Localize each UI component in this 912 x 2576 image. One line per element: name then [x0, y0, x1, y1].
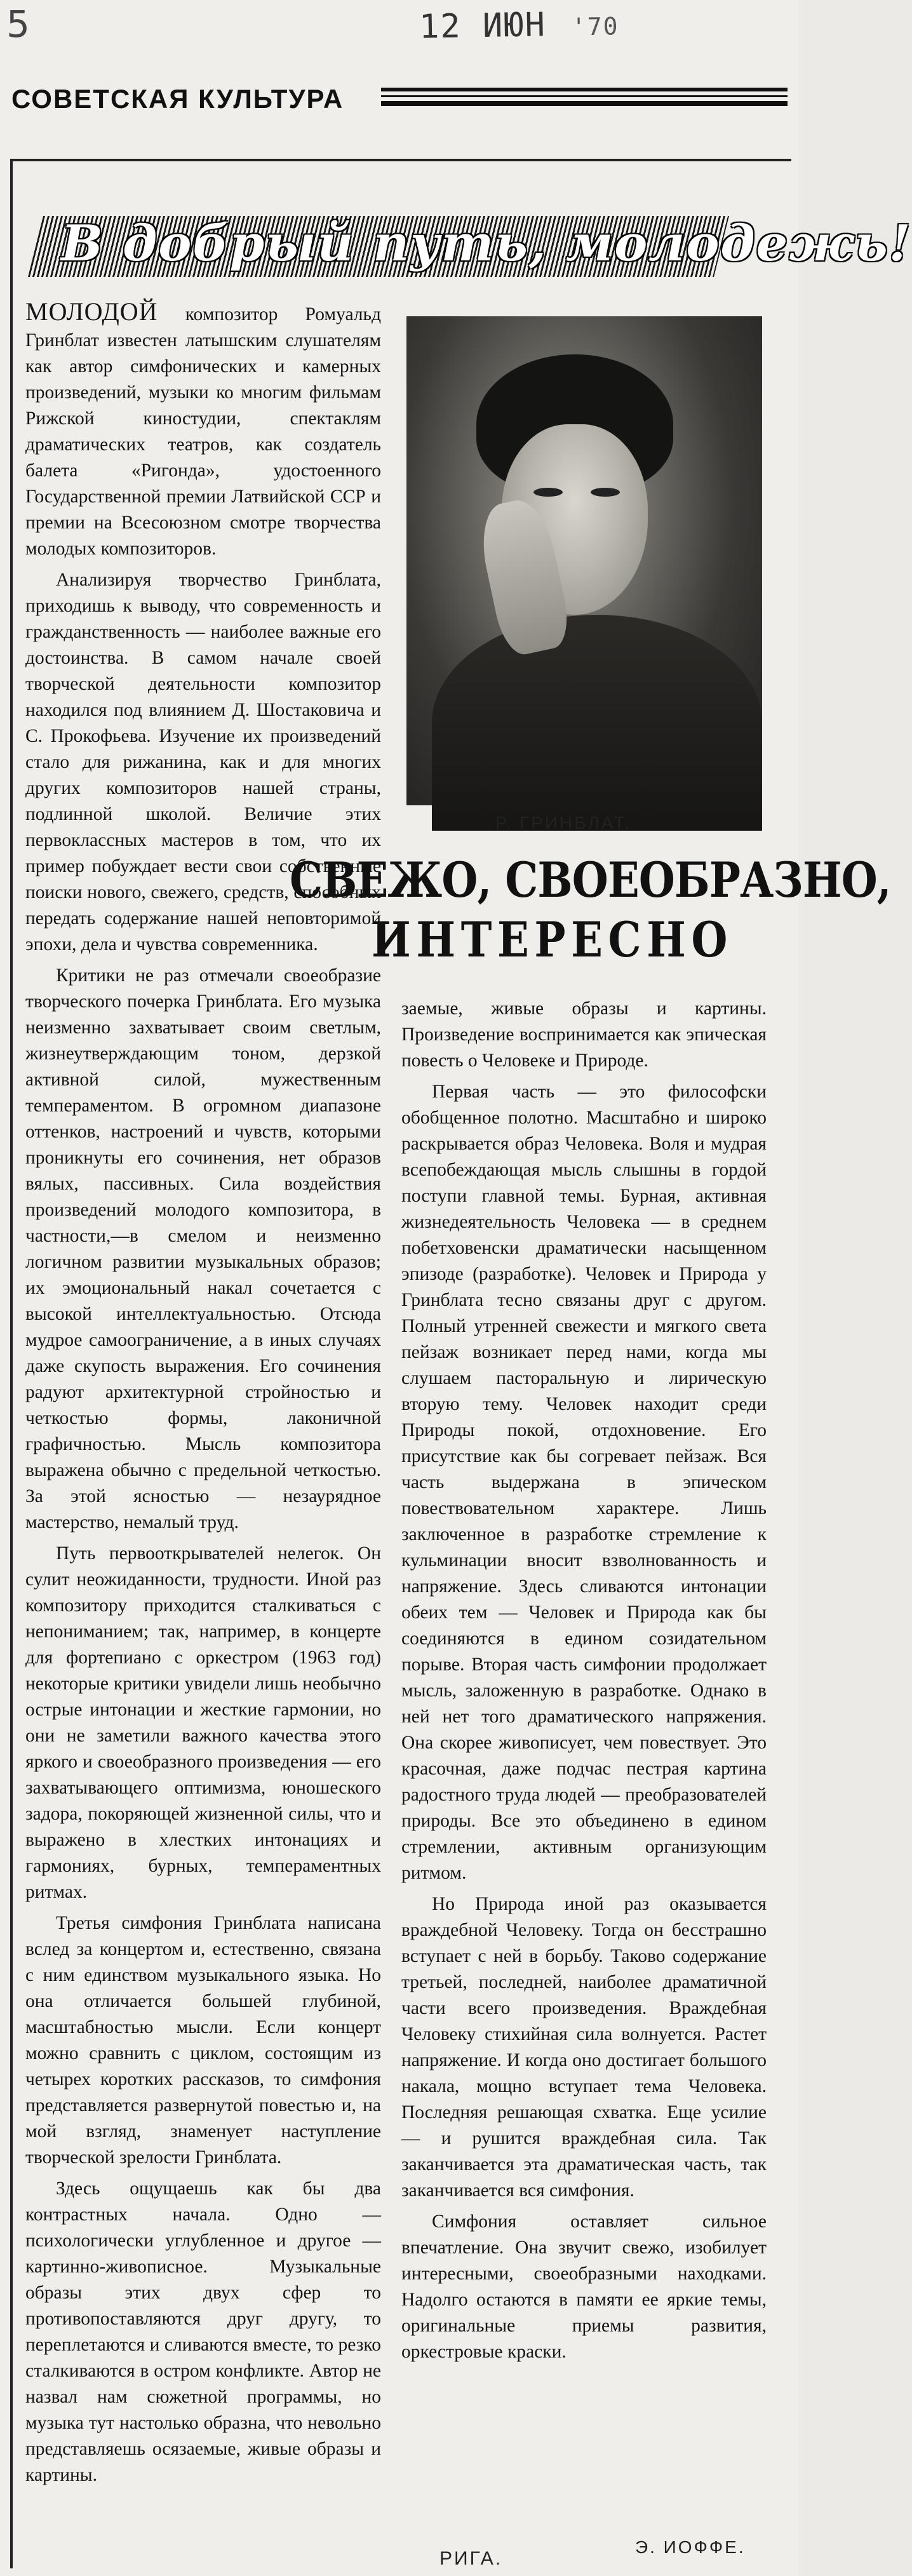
date-stamp-date: 12 ИЮН: [419, 6, 547, 46]
composer-photo: [406, 316, 762, 805]
paragraph: Критики не раз отмечали своеобразие творческого почерка Гринблата. Его музыка неизменно захватывает своим светлым, жизнеутверждающим тоном, дерзкой активной силой, мужественным темпераментом. В огромном диапазоне оттенков, настроений и чувств, которыми проникнуты его сочинения, нет образов вялых, пассивных. Сила воздействия произведений молодого композитора, в частности,—в смелом и неизменно логичном развитии музыкальных образов; их эмоциональный накал сочетается с высокой интеллектуальностью. Отсюда мудрое самоограничение, а в иных случаях даже скупость выражения. Его сочинения радуют архитектурной стройностью и четкостью формы, лаконичной графичностью. Мысль композитора выражена обычно с предельной четкостью. За этой ясностью — незаурядное мастерство, немалый труд.: [25, 965, 381, 1533]
date-stamp-year: '70: [571, 12, 619, 41]
newspaper-masthead: СОВЕТСКАЯ КУЛЬТУРА: [11, 84, 344, 114]
paragraph: Первая часть — это философски обобщенное полотно. Масштабно и широко раскрывается образ Человека. Воля и мудрая всепобеждающая мысль слышны в гордой поступи главной темы. Бурная, активная жизнедеятельность Человека — в среднем побетховенски драматически насыщенном эпизоде (разработке). Человек и Природа у Гринблата тесно связаны друг с другом. Полный утренней свежести и мягкого света пейзаж возникает перед нами, когда мы слушаем пасторальную и лирическую вторую тему. Человек находит среди Природы покой, отдохновение. Его присутствие как бы согревает пейзаж. Вся часть выдержана в эпическом повествовательном характере. Лишь заключенное в разработке стремление к кульминации вносит взволнованность и напряжение. Здесь сливаются интонации обеих тем — Человек и Природа как бы соединяются в едином созидательном порыве. Вторая часть симфонии продолжает мысль, заложенную в разработке. Однако в ней нет того драматического напряжения. Она скорее живописует, чем повествует. Это красочная, даже подчас пестрая картина радостного труда людей — преобразователей природы. Все это объединено в едином стремлении, активным организующим ритмом.: [401, 1082, 767, 1883]
masthead-rules: [381, 88, 788, 116]
headline-line-1: СВЕЖО, СВОЕОБРАЗНО,: [290, 852, 891, 908]
paragraph: Но Природа иной раз оказывается враждебной Человеку. Тогда он бесстрашно вступает с ней в борьбу. Таково содержание третьей, последней, наиболее драматичной части всего произведения. Враждебная Человеку стихийная сила волнуется. Растет напряжение. И когда оно достигает большого накала, мощно вступает тема Человека. Последняя решающая схватка. Еще усилие — и рушится враждебная сила. Так заканчивается эта драматическая часть, так заканчивается вся симфония.: [401, 1894, 767, 2201]
photo-caption: Р. ГРИНБЛАТ.: [495, 813, 632, 833]
paragraph: Третья симфония Гринблата написана вслед за концертом и, естественно, связана с ним единством музыкального языка. Но она отличается большей глубиной, масштабностью мысли. Если концерт можно сравнить с циклом, состоящим из четырех коротких рассказов, то симфония представляется развернутой повестью и, на мой взгляд, знаменует наступление творческой зрелости Гринблата.: [25, 1913, 381, 2168]
rubric-banner: [36, 210, 912, 286]
article-column-1: [25, 299, 381, 2572]
page-number: 5: [6, 3, 30, 46]
date-stamp: [419, 4, 619, 46]
author-signature: Э. ИОФФЕ.: [635, 2537, 746, 2557]
paragraph: Путь первооткрывателей нелегок. Он сулит неожиданности, трудности. Иной раз композитору приходится сталкиваться с непониманием; так, например, в концерте для фортепиано с оркестром (1963 год) некоторые критики увидели лишь необычно острые интонации и жесткие гармонии, но они не заметили важного качества этого яркого и своеобразного произведения — его захватывающего оптимизма, юношеского задора, покоряющей жизненной силы, что и выражено в хлестких интонациях и гармониях, бурных, темпераментных ритмах.: [25, 1543, 381, 1902]
article-column-2: [401, 996, 767, 2533]
paragraph: Здесь ощущаешь как бы два контрастных начала. Одно — психологически углубленное и другое — картинно-живописное. Музыкальные образы этих двух сфер то противопоставляются друг другу, то переплетаются и сливаются вместе, то резко сталкиваются в остром конфликте. Автор не назвал нам сюжетной программы, но музыка тут настолько образна, что невольно представляешь осязаемые, живые образы и картины.: [25, 2178, 381, 2485]
rubric-title: В добрый путь, молодежь!: [61, 215, 912, 272]
lead-paragraph: [25, 299, 381, 562]
continuation-paragraph: заемые, живые образы и картины. Произведение воспринимается как эпическая повесть о Человеке и Природе.: [401, 998, 767, 1071]
headline-line-2: ИНТЕРЕСНО: [372, 911, 734, 968]
dateline-city: РИГА.: [439, 2548, 503, 2569]
article-headline: [290, 851, 891, 970]
lead-cap: МОЛОДОЙ: [25, 297, 158, 326]
lead-text: композитор Ромуальд Гринблат известен латышским слушателям как автор симфонических и камерных произведений, музыки ко многим фильмам Рижской киностудии, спектаклям драматических театров, как создатель балета «Ригонда», удостоенного Государственной премии Латвийской ССР и премии на Всесоюзном смотре творчества молодых композиторов.: [25, 304, 381, 559]
paragraph: Симфония оставляет сильное впечатление. Она звучит свежо, изобилует интересными, своеобразными находками. Надолго остаются в памяти ее яркие темы, оригинальные приемы развития, оркестровые краски.: [401, 2211, 767, 2362]
paragraph: Анализируя творчество Гринблата, приходишь к выводу, что современность и гражданственность — наиболее важные его достоинства. В самом начале своей творческой деятельности композитор находился под влиянием Д. Шостаковича и С. Прокофьева. Изучение их произведений стало для рижанина, как и для многих других композиторов нашей страны, подлинной школой. Величие этих первоклассных мастеров в том, что их пример побуждает вести свои собственные поиски нового, свежего, средств, способных передать содержание нашей неповторимой эпохи, дела и чувства современника.: [25, 570, 381, 955]
